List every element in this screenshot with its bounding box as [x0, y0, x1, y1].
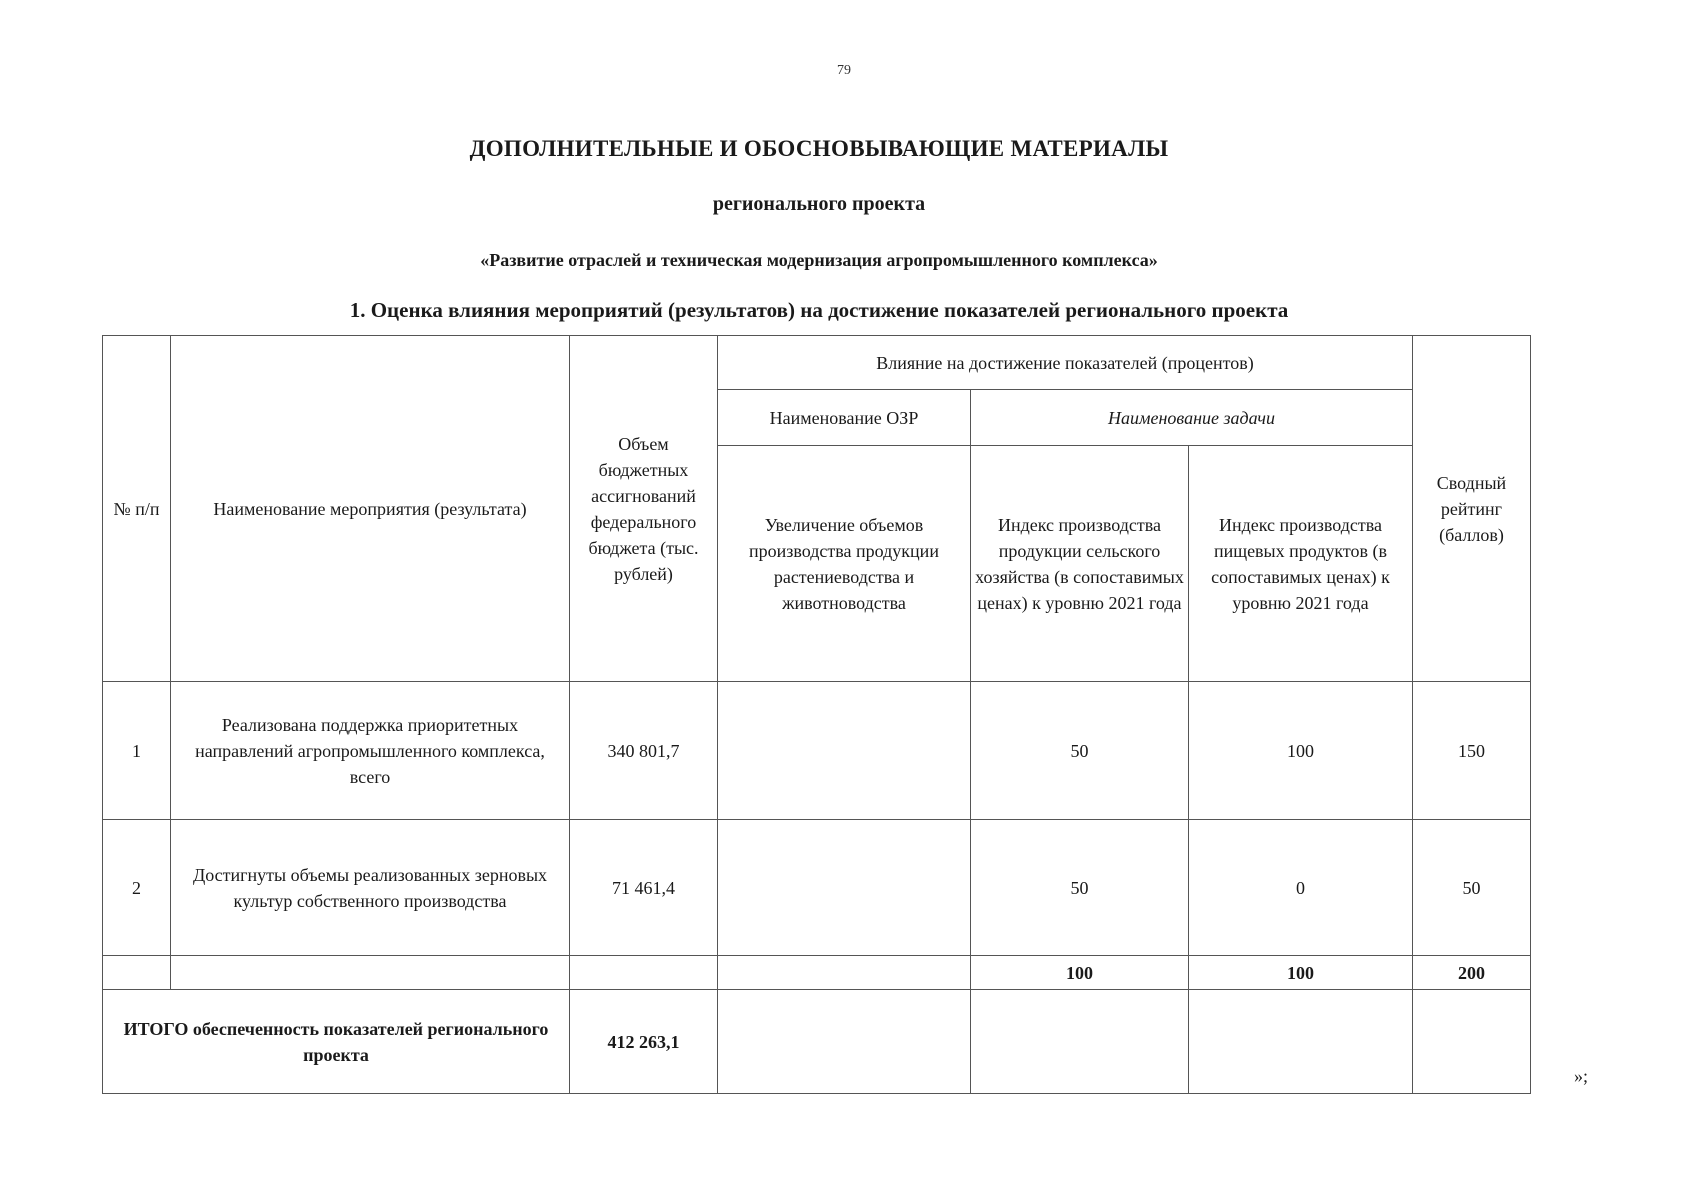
section-title: 1. Оценка влияния мероприятий (результатов) на достижение показателей регионального проекта	[349, 298, 1289, 322]
header-ozr: Наименование ОЗР	[718, 390, 971, 446]
sum-row	[103, 956, 1531, 990]
document-title: ДОПОЛНИТЕЛЬНЫЕ И ОБОСНОВЫВАЮЩИЕ МАТЕРИАЛЫ	[469, 136, 1169, 161]
closing-quote-mark: »;	[1574, 1066, 1589, 1086]
header-name: Наименование мероприятия (результата)	[171, 336, 570, 682]
sum-indicator-2: 100	[971, 956, 1189, 990]
row-name: Достигнуты объемы реализованных зерновых культур собственного производства	[171, 820, 570, 956]
impact-assessment-table	[102, 335, 1531, 1094]
row-rating: 50	[1413, 820, 1531, 956]
header-task: Наименование задачи	[971, 390, 1413, 446]
total-row	[103, 990, 1531, 1094]
header-rating: Сводный рейтинг (баллов)	[1413, 336, 1531, 682]
header-indicator-3: Индекс производства пищевых продуктов (в сопоставимых ценах) к уровню 2021 года	[1189, 446, 1413, 682]
table-row	[103, 682, 1531, 820]
row-indicator-1	[718, 820, 971, 956]
table-row	[103, 820, 1531, 956]
total-empty	[1413, 990, 1531, 1094]
total-empty	[971, 990, 1189, 1094]
row-budget: 340 801,7	[570, 682, 718, 820]
row-indicator-1	[718, 682, 971, 820]
row-indicator-2: 50	[971, 682, 1189, 820]
row-indicator-2: 50	[971, 820, 1189, 956]
row-rating: 150	[1413, 682, 1531, 820]
page-number: 79	[837, 63, 851, 78]
sum-rating: 200	[1413, 956, 1531, 990]
header-influence: Влияние на достижение показателей (процентов)	[718, 336, 1413, 390]
total-empty	[1189, 990, 1413, 1094]
sum-indicator-3: 100	[1189, 956, 1413, 990]
sum-empty	[570, 956, 718, 990]
header-budget: Объем бюджетных ассигнований федерального бюджета (тыс. рублей)	[570, 336, 718, 682]
header-indicator-1: Увеличение объемов производства продукции растениеводства и животноводства	[718, 446, 971, 682]
sum-empty	[718, 956, 971, 990]
sum-empty	[171, 956, 570, 990]
header-num: № п/п	[103, 336, 171, 682]
row-budget: 71 461,4	[570, 820, 718, 956]
document-subtitle: регионального проекта	[712, 193, 926, 215]
total-empty	[718, 990, 971, 1094]
row-num: 1	[103, 682, 171, 820]
header-indicator-2: Индекс производства продукции сельского хозяйства (в сопоставимых ценах) к уровню 2021 года	[971, 446, 1189, 682]
total-budget: 412 263,1	[570, 990, 718, 1094]
project-name: «Развитие отраслей и техническая модернизация агропромышленного комплекса»	[480, 250, 1158, 270]
total-label: ИТОГО обеспеченность показателей регионального проекта	[103, 990, 570, 1094]
sum-empty	[103, 956, 171, 990]
row-indicator-3: 0	[1189, 820, 1413, 956]
row-name: Реализована поддержка приоритетных направлений агропромышленного комплекса, всего	[171, 682, 570, 820]
row-indicator-3: 100	[1189, 682, 1413, 820]
row-num: 2	[103, 820, 171, 956]
